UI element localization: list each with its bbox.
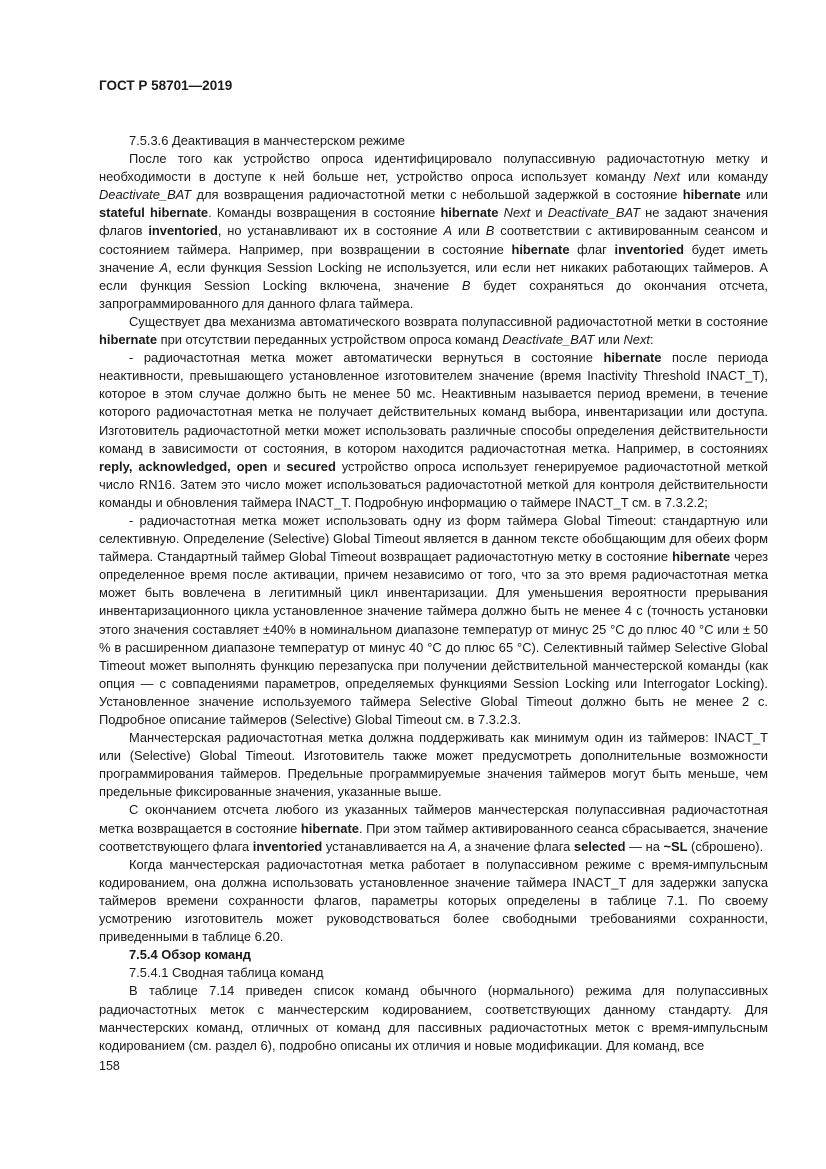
paragraph-1: После того как устройство опроса идентифицировало полупассивную радиочастотную метку и необходимости в доступе к ней больше нет, устройство опроса использует команду Next или команду Deactivate_BAT для возвращения радиочастотной метки с небольшой задержкой в состояние hibernate или stateful hibernate. Команды возвращения в состояние hibernate Next и Deactivate_BAT не задают значения флагов inventoried, но устанавливают их в состояние A или B соответствии с активированным сеансом и состоянием таймера. Например, при возвращении в состояние hibernate флаг inventoried будет иметь значение A, если функция Session Locking не используется, или если нет никаких работающих таймеров. А если функция Session Locking включена, значение B будет сохраняться до окончания отсчета, запрограммированного для данного флага таймера. [99, 151, 769, 311]
page-number: 158 [99, 1059, 120, 1073]
section-heading-7-5-4-1: 7.5.4.1 Сводная таблица команд [129, 965, 324, 981]
paragraph-8: В таблице 7.14 приведен список команд обычного (нормального) режима для полупассивных радиочастотных меток с манчестерским кодированием, соответствующих данному стандарту. Для манчестерских команд, отличных от команд для пассивных радиочастотных меток с время-импульсным кодированием (см. раздел 6), подробно описаны их отличия и новые модификации. Для команд, все [99, 983, 768, 1053]
paragraph-5: Манчестерская радиочастотная метка должна поддерживать как минимум один из таймеров: INACT_T или (Selective) Global Timeout. Изготовитель также может предусмотреть дополнительные возможности программирования таймеров. Предельные программируемые значения таймеров могут быть меньше, чем предельные фиксированные значения, указанные выше. [99, 730, 768, 800]
section-heading-7-5-4: 7.5.4 Обзор команд [129, 947, 251, 963]
paragraph-6: С окончанием отсчета любого из указанных таймеров манчестерская полупассивная радиочастотная метка возвращается в состояние hibernate. При этом таймер активированного сеанса сбрасывается, значение соответствующего флага inventoried устанавливается на A, а значение флага selected — на ~SL (сброшено). [99, 802, 769, 854]
list-item-inactivity: - радиочастотная метка может автоматически вернуться в состояние hibernate после периода неактивности, превышающего установленное изготовителем значение (время Inactivity Threshold INACT_T), которое в этом случае должно быть не менее 50 мс. Неактивным называется период времени, в течение которого радиочастотная метка не получает действительных команд выбора, инвентаризации или доступа. Изготовитель радиочастотной метки может использовать различные способы определения действительности команд в зависимости от состояния, в котором находится радиочастотная метка. Например, в состояниях reply, acknowledged, open и secured устройство опроса использует генерируемое радиочастотной меткой число RN16. Затем это число может использоваться радиочастотной меткой для контроля действительности команды и обновления таймера INACT_T. Подробную информацию о таймере INACT_T см. в 7.3.2.2; [99, 350, 768, 510]
section-heading-7-5-3-6: 7.5.3.6 Деактивация в манчестерском режиме [129, 133, 405, 148]
paragraph-7: Когда манчестерская радиочастотная метка работает в полупассивном режиме с время-импульсным кодированием, она должна использовать установленное значение таймера INACT_T для задержки запуска таймеров времени сохранности флагов, параметры которых определены в таблице 7.1. По своему усмотрению изготовитель может руководствоваться более свободными требованиями сохранности, приведенными в таблице 6.20. [99, 856, 768, 945]
document-header: ГОСТ Р 58701—2019 [99, 78, 233, 93]
paragraph-2: Существует два механизма автоматического возврата полупассивной радиочастотной метки в состояние hibernate при отсутствии переданных устройством опроса команд Deactivate_BAT или Next: [99, 313, 768, 348]
page-content [99, 132, 768, 1055]
list-item-global-timeout: - радиочастотная метка может использовать одну из форм таймера Global Timeout: стандартную или селективную. Определение (Selective) Global Timeout является в данном тексте обобщающим для обеих форм таймера. Стандартный таймер Global Timeout возвращает радиочастотную метку в состояние hibernate через определенное время после активации, причем независимо от того, что за это время радиочастотная метка может быть вовлечена в легитимный цикл инвентаризации. Для уменьшения вероятности прерывания инвентаризационного цикла установленное значение таймера должно быть не менее 4 с (точность установки этого значения составляет ±40% в номинальном диапазоне температур от минус 25 °С до плюс 40 °С или ± 50 % в расширенном диапазоне температур от минус 40 °С до плюс 65 °С). Селективный таймер Selective Global Timeout может выполнять функцию перезапуска при получении действительной манчестерской команды (как опция — с совпадениями параметров, определяемых функциями Session Locking или Interrogator Locking). Установленное значение используемого таймера Selective Global Timeout должно быть не менее 2 с. Подробное описание таймеров (Selective) Global Timeout см. в 7.3.2.3. [99, 512, 769, 727]
